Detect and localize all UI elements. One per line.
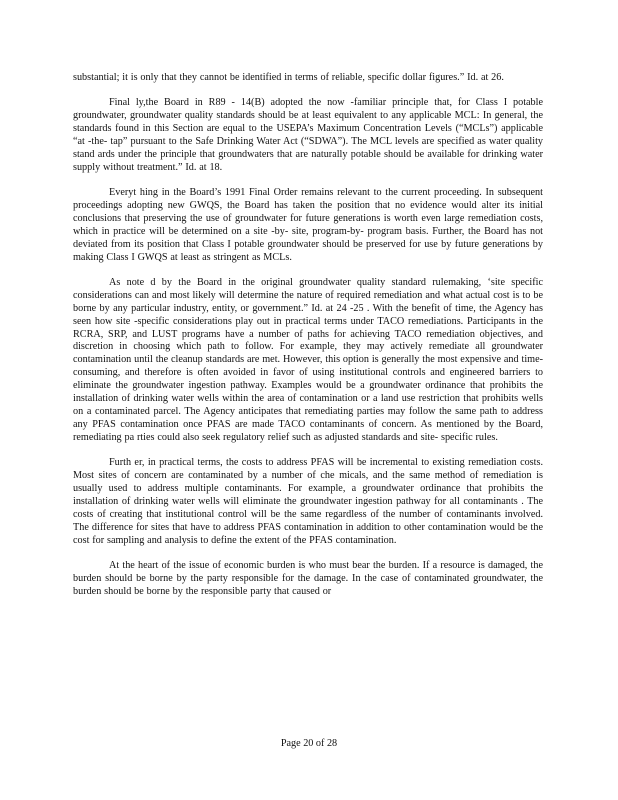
paragraph-continuation: substantial; it is only that they cannot be identified in terms of reliable, specific dollar figures.” Id. at 26.: [73, 72, 504, 83]
paragraph-mcl-principle: Final ly,the Board in R89 - 14(B) adopted the now -familiar principle that, for Class I potable groundwater, groundwater quality standards should be at least equivalent to any applicable MCL: In general, the standards found in this Section are equal to the USEPA’s Maximum Concentration Levels (“MCLs”) applicable “at -the- tap” pursuant to the Safe Drinking Water Act (“SDWA”). The MCL levels are specified as water quality stand ards under the principle that groundwaters that are naturally potable should be available for drinking water supply without treatment.” Id. at 18.: [73, 97, 543, 173]
paragraph-economic-burden: At the heart of the issue of economic burden is who must bear the burden. If a resource is damaged, the burden should be borne by the party responsible for the damage. In the case of contaminated groundwater, the burden should be borne by the responsible party that caused or: [73, 559, 543, 597]
body-text: [73, 72, 543, 611]
paragraph-final-order: Everyt hing in the Board’s 1991 Final Order remains relevant to the current proceeding. In subsequent proceedings adopting new GWQS, the Board has taken the position that no evidence would alter its initial conclusions that preserving the use of groundwater for future generations is worth even large remediation costs, which in practice will be determined on a site -by- site, program-by- program basis. Further, the Board has not deviated from its position that Class I potable groundwater should be preserved for use by future generations by making Class I GWQS at least as stringent as MCLs.: [73, 187, 543, 263]
page-number: Page 20 of 28: [280, 738, 338, 749]
paragraph-site-specific: As note d by the Board in the original groundwater quality standard rulemaking, ‘site specific considerations can and most likely will determine the nature of required remediation and what actual cost is to be borne by any particular industry, entity, or government.” Id. at 24 -25 . With the benefit of time, the Agency has seen how site -specific considerations play out in practical terms under TACO remediations. Participants in the RCRA, SRP, and LUST programs have a number of paths for achieving TACO remediation objectives, and discretion in choosing which path to follow. For example, they may actively remediate all groundwater contamination until the cleanup standards are met. However, this option is generally the most expensive and time-consuming, and therefore is often avoided in favor of using institutional controls and engineered barriers to eliminate the groundwater ingestion pathway. Examples would be a groundwater ordinance that prohibits the installation of drinking water wells within the area of contamination or a land use restriction that prohibits wells on a contaminated parcel. The Agency anticipates that remediating parties may follow the same path to address any PFAS contamination once PFAS are made TACO contaminants of concern. As mentioned by the Board, remediating pa rties could also seek regulatory relief such as adjusted standards and site- specific rules.: [73, 276, 543, 443]
paragraph-incremental-costs: Furth er, in practical terms, the costs to address PFAS will be incremental to existing remediation costs. Most sites of concern are contaminated by a number of che micals, and the same method of remediation is usually used to address multiple contaminants. For example, a groundwater ordinance that prohibits the installation of drinking water wells will eliminate the groundwater ingestion pathway for all contaminants . The costs of creating that institutional control will be the same regardless of the number of contaminants involved. The difference for sites that have to address PFAS contamination in addition to other contamination would be the cost for sampling and analysis to define the extent of the PFAS contamination.: [73, 457, 543, 546]
